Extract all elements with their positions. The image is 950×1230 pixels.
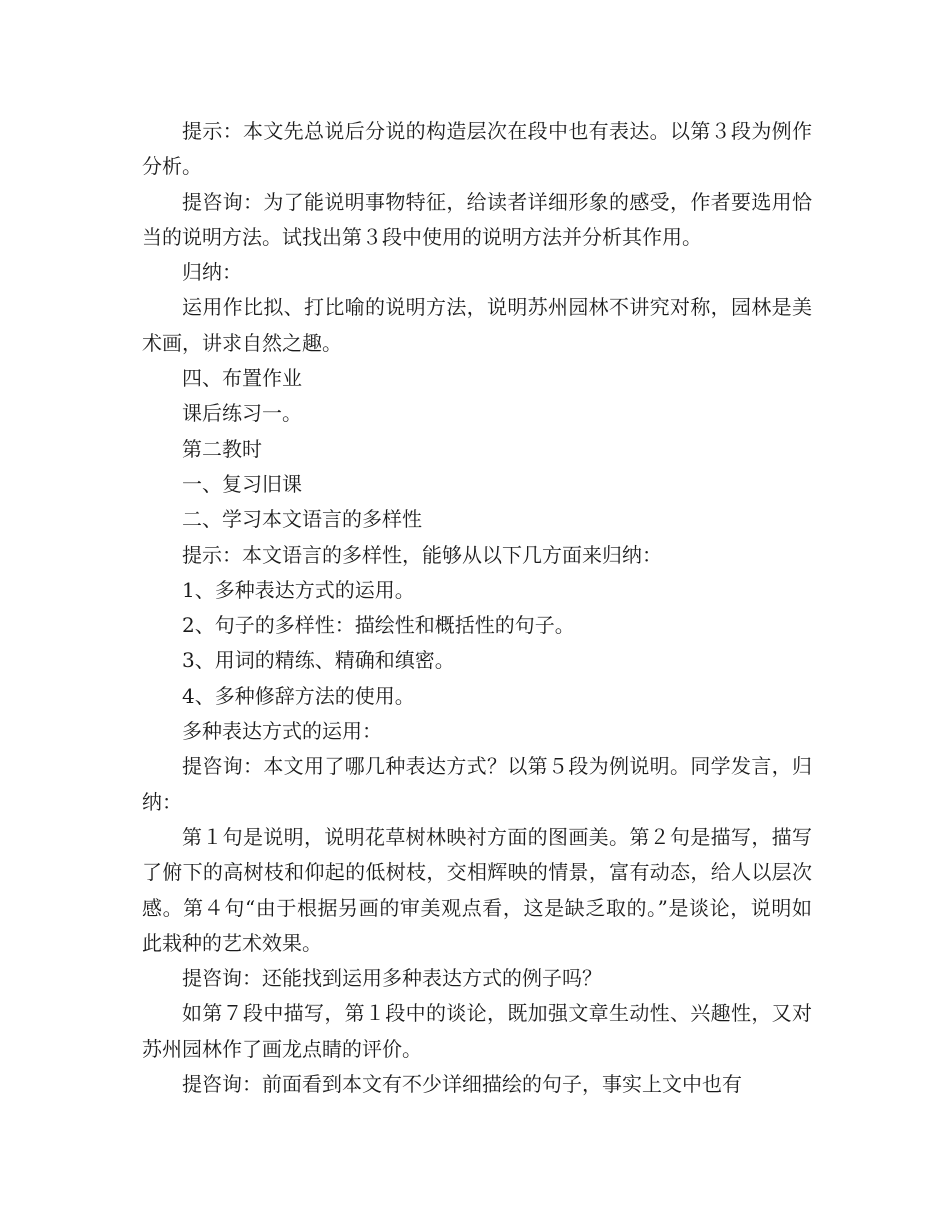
document-body (142, 114, 812, 1102)
paragraph-question-expression: 提咨询：本文用了哪几种表达方式？以第５段为例说明。同学发言，归纳： (142, 754, 812, 814)
list-item-4: 4、多种修辞方法的使用。 (182, 683, 415, 708)
section-heading-second-lesson: 第二教时 (182, 436, 262, 461)
list-item-1: 1、多种表达方式的运用。 (182, 577, 415, 602)
paragraph-question-sentences: 提咨询：前面看到本文有不少详细描绘的句子，事实上文中也有 (182, 1072, 742, 1097)
section-heading-review: 一、复习旧课 (182, 471, 302, 496)
paragraph-examples: 如第７段中描写，第１段中的谈论，既加强文章生动性、兴趣性，又对苏州园林作了画龙点睛的评价。 (142, 1001, 812, 1061)
paragraph-homework: 课后练习一。 (182, 401, 302, 426)
list-item-3: 3、用词的精练、精确和缜密。 (182, 648, 455, 673)
paragraph-question-methods: 提咨询：为了能说明事物特征，给读者详细形象的感受，作者要选用恰当的说明方法。试找出第３段中使用的说明方法并分析其作用。 (142, 189, 812, 249)
paragraph-question-examples: 提咨询：还能找到运用多种表达方式的例子吗？ (182, 966, 602, 991)
list-item-2: 2、句子的多样性：描绘性和概括性的句子。 (182, 613, 575, 638)
paragraph-hint-structure: 提示：本文先总说后分说的构造层次在段中也有表达。以第３段为例作分析。 (142, 119, 812, 179)
section-heading-homework: 四、布置作业 (182, 366, 302, 391)
paragraph-hint-language: 提示：本文语言的多样性，能够从以下几方面来归纳： (182, 542, 662, 567)
paragraph-summary: 运用作比拟、打比喻的说明方法，说明苏州园林不讲究对称，园林是美术画，讲求自然之趣。 (142, 295, 812, 355)
paragraph-analysis: 第１句是说明，说明花草树林映衬方面的图画美。第２句是描写，描写了俯下的高树枝和仰起的低树枝，交相辉映的情景，富有动态，给人以层次感。第４句“由于根据另画的审美观点看，这是缺乏取的。”是谈论，说明如此栽种的艺术效果。 (142, 824, 812, 955)
paragraph-expression-label: 多种表达方式的运用： (182, 719, 382, 744)
section-heading-language: 二、学习本文语言的多样性 (182, 507, 422, 532)
paragraph-summary-label: 归纳： (182, 260, 242, 285)
